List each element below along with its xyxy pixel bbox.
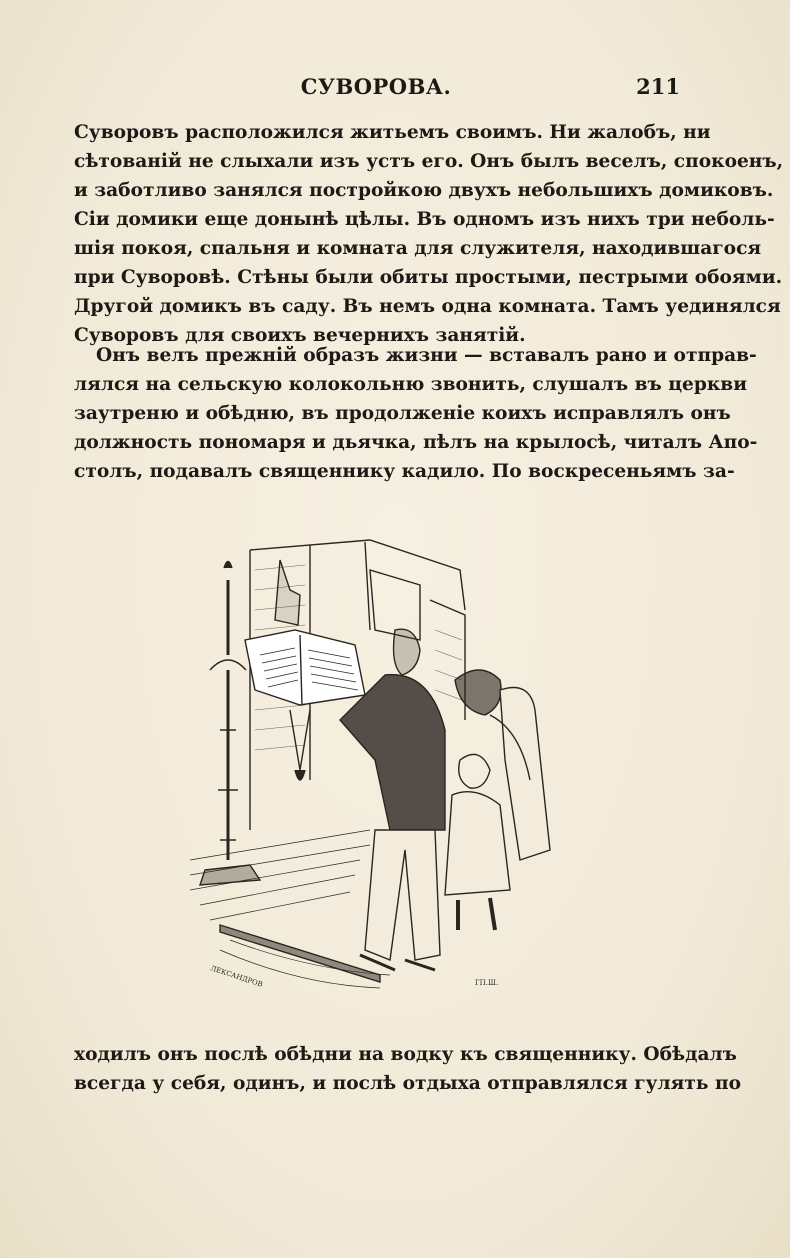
artist-signature: ЛЕКСАНДРОВ: [209, 964, 264, 989]
text-line: и заботливо занялся постройкою двухъ небольшихъ домиковъ.: [74, 180, 774, 201]
text-line: Суворовъ для своихъ вечернихъ занятій.: [74, 325, 526, 346]
text-line: должность пономаря и дьячка, пѣлъ на крылосѣ, читалъ Апо-: [74, 432, 758, 453]
engraving-drawing: [190, 530, 560, 990]
engraving-illustration: [190, 530, 560, 990]
text-line: лялся на сельскую колокольню звонить, слушалъ въ церкви: [74, 374, 747, 395]
text-line: при Суворовѣ. Стѣны были обиты простыми, пестрыми обоями.: [74, 267, 783, 288]
engraver-mark: ГП.Ш.: [475, 979, 499, 987]
text-line: Другой домикъ въ саду. Въ немъ одна комната. Тамъ уединялся: [74, 296, 781, 317]
text-line: столъ, подавалъ священнику кадило. По воскресеньямъ за-: [74, 461, 735, 482]
text-line: заутреню и обѣдню, въ продолженіе коихъ исправлялъ онъ: [74, 403, 731, 424]
text-line: Онъ велъ прежній образъ жизни — вставалъ рано и отправ-: [96, 345, 757, 366]
page-header: [72, 74, 680, 106]
text-line: Суворовъ расположился житьемъ своимъ. Ни жалобъ, ни: [74, 122, 711, 143]
paragraph-3: [74, 1040, 741, 1098]
text-line: шія покоя, спальня и комната для служителя, находившагося: [74, 238, 762, 259]
running-title: СУВОРОВА.: [300, 74, 452, 99]
text-line: всегда у себя, одинъ, и послѣ отдыха отправлялся гулять по: [74, 1073, 741, 1094]
text-line: сѣтованій не слыхали изъ устъ его. Онъ былъ веселъ, спокоенъ,: [74, 151, 784, 172]
paragraph-2: [74, 341, 758, 486]
text-line: Сіи домики еще донынѣ цѣлы. Въ одномъ изъ нихъ три неболь-: [74, 209, 775, 230]
paragraph-1: [74, 118, 784, 350]
page-number: 211: [636, 74, 680, 99]
text-line: ходилъ онъ послѣ обѣдни на водку къ священнику. Обѣдалъ: [74, 1044, 737, 1065]
